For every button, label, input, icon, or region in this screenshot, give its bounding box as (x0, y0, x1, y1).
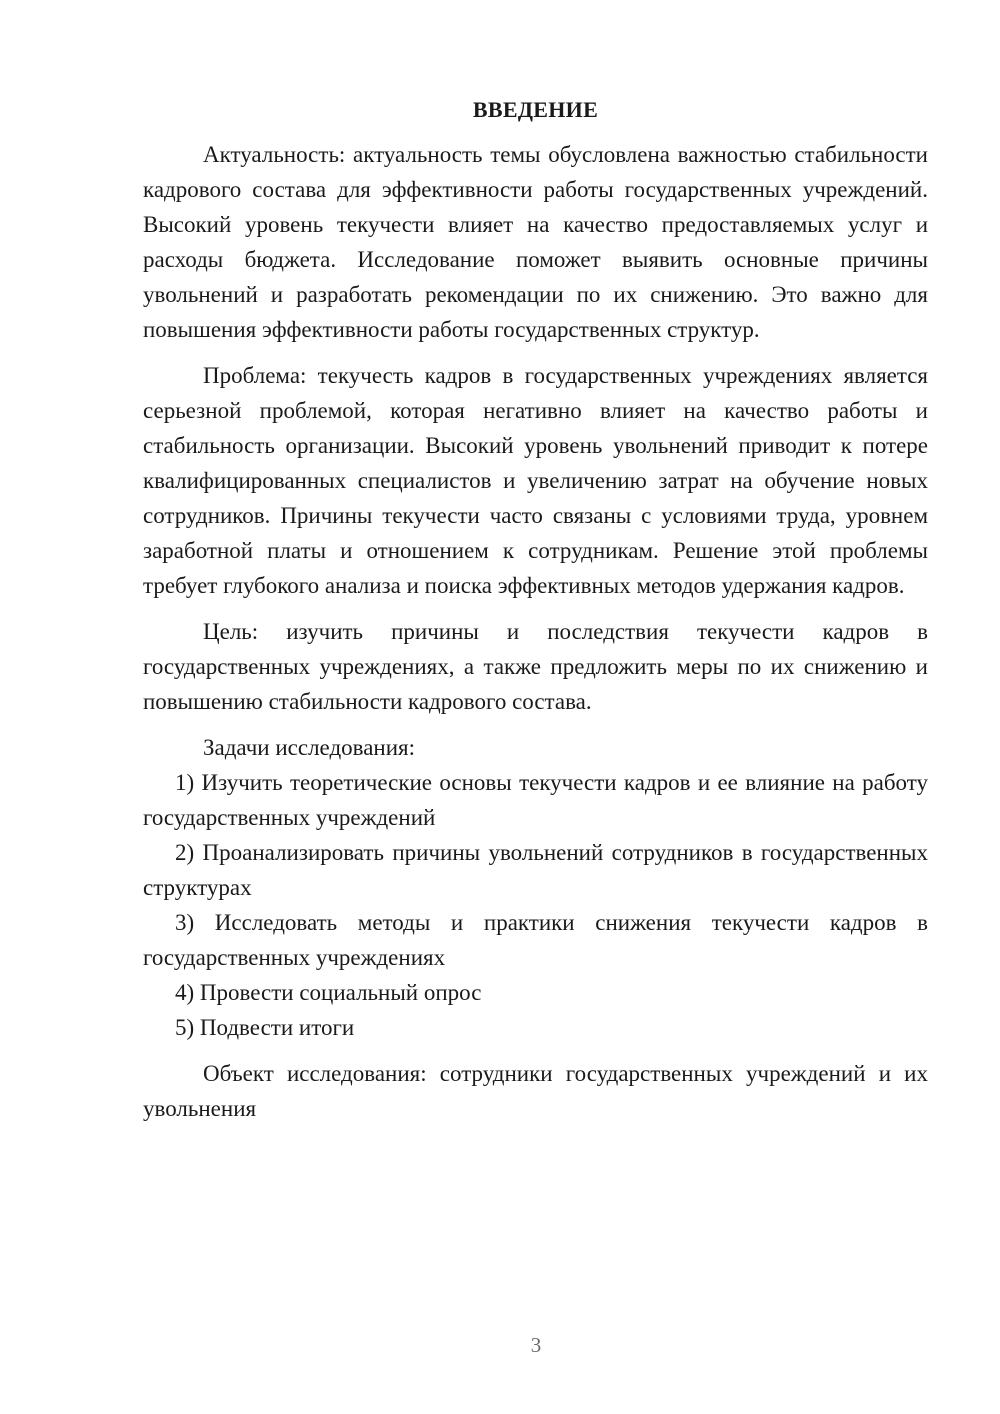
list-item: 5) Подвести итоги (175, 1015, 355, 1040)
paragraph-object: Объект исследования: сотрудники государственных учреждений и их увольнения (143, 1061, 928, 1121)
list-item: 1) Изучить теоретические основы текучести кадров и ее влияние на работу государственных учреждений (143, 770, 928, 830)
document-page (143, 92, 928, 1126)
paragraph-problem: Проблема: текучесть кадров в государственных учреждениях является серьезной проблемой, которая негативно влияет на качество работы и стабильность организации. Высокий уровень увольнений приводит к потере квалифицированных специалистов и увеличению затрат на обучение новых сотрудников. Причины текучести часто связаны с условиями труда, уровнем заработной платы и отношением к сотрудникам. Решение этой проблемы требует глубокого анализа и поиска эффективных методов удержания кадров. (143, 363, 928, 598)
tasks-heading: Задачи исследования: (203, 735, 416, 760)
document-title: ВВЕДЕНИЕ (472, 97, 599, 122)
list-item: 2) Проанализировать причины увольнений сотрудников в государственных структурах (143, 840, 928, 900)
list-item: 4) Провести социальный опрос (175, 980, 482, 1005)
paragraph-goal: Цель: изучить причины и последствия текучести кадров в государственных учреждениях, а также предложить меры по их снижению и повышению стабильности кадрового состава. (143, 619, 928, 714)
page-number: 3 (530, 1333, 542, 1357)
paragraph-relevance: Актуальность: актуальность темы обусловлена важностью стабильности кадрового состава для эффективности работы государственных учреждений. Высокий уровень текучести влияет на качество предоставляемых услуг и расходы бюджета. Исследование поможет выявить основные причины увольнений и разработать рекомендации по их снижению. Это важно для повышения эффективности работы государственных структур. (143, 142, 928, 342)
tasks-list (143, 765, 928, 1045)
list-item: 3) Исследовать методы и практики снижения текучести кадров в государственных учреждениях (143, 910, 928, 970)
